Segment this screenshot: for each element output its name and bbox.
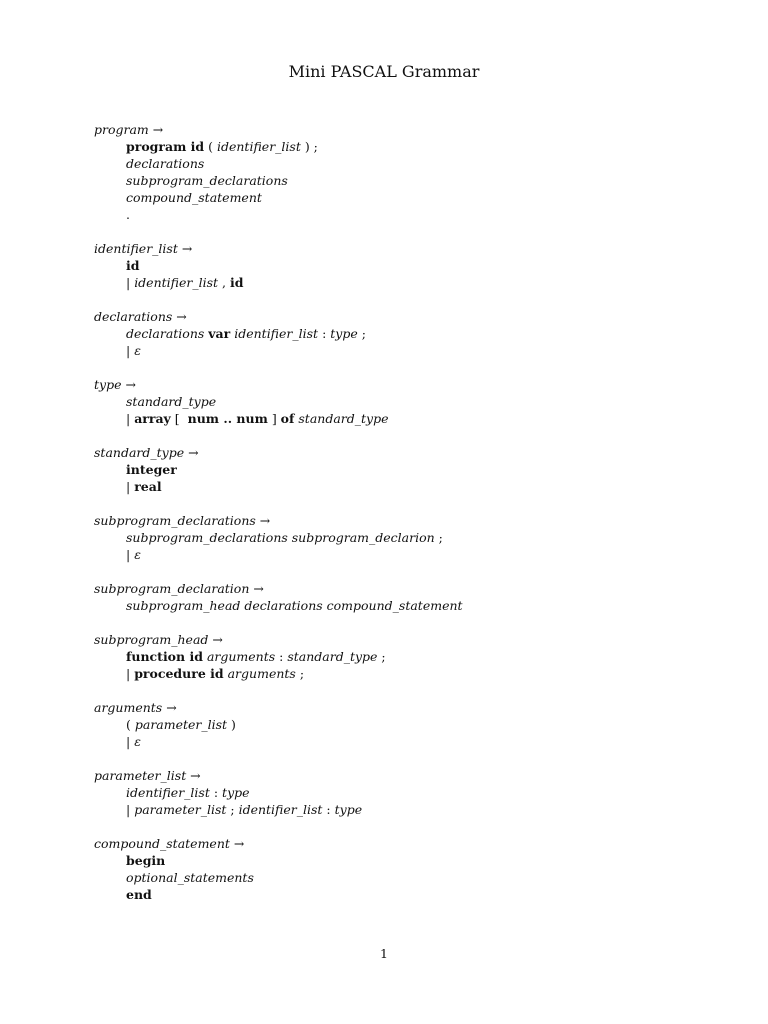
- grammar-rule: [94, 444, 734, 495]
- production-line: [94, 257, 734, 274]
- symbol: .: [126, 207, 130, 222]
- symbol: ;: [377, 649, 386, 664]
- symbol: [: [170, 411, 188, 426]
- production-line: [94, 665, 734, 682]
- nonterminal: declarations: [126, 326, 205, 341]
- nonterminal: parameter_list: [134, 802, 227, 817]
- terminal-keyword: procedure id: [134, 666, 224, 681]
- symbol: (: [204, 139, 217, 154]
- nonterminal: type: [330, 326, 358, 341]
- terminal-keyword: real: [134, 479, 162, 494]
- symbol: :: [275, 649, 288, 664]
- grammar-rule: [94, 767, 734, 818]
- nonterminal: compound_statement: [126, 190, 262, 205]
- production-line: [94, 461, 734, 478]
- nonterminal: type: [334, 802, 363, 817]
- nonterminal: parameter_list: [134, 717, 228, 732]
- terminal-keyword: id: [229, 275, 244, 290]
- grammar-rule: [94, 512, 734, 563]
- production-line: [94, 206, 734, 223]
- nonterminal: arguments: [206, 649, 276, 664]
- rule-head: program →: [94, 122, 164, 137]
- rule-head: declarations →: [94, 309, 187, 324]
- page-number: 1: [380, 946, 388, 961]
- grammar-rule: [94, 835, 734, 903]
- production-line: [94, 410, 734, 427]
- terminal-keyword: num .. num: [187, 411, 268, 426]
- production-line: [94, 886, 734, 903]
- nonterminal: ε: [134, 343, 141, 358]
- nonterminal: arguments: [227, 666, 296, 681]
- production-line: [94, 478, 734, 495]
- rule-head: parameter_list →: [94, 768, 201, 783]
- terminal-keyword: begin: [126, 853, 166, 868]
- grammar-rule: [94, 631, 734, 682]
- nonterminal: declarations: [126, 156, 205, 171]
- rule-head: arguments →: [94, 700, 177, 715]
- production-line: [94, 325, 734, 342]
- symbol: |: [126, 666, 135, 681]
- symbol: ;: [226, 802, 239, 817]
- rule-head: compound_statement →: [94, 836, 245, 851]
- symbol: (: [126, 717, 135, 732]
- production-line: [94, 274, 734, 291]
- grammar-rule: [94, 308, 734, 359]
- nonterminal: identifier_list: [126, 785, 210, 800]
- production-line: [94, 869, 734, 886]
- symbol: |: [126, 547, 135, 562]
- production-line: [94, 138, 734, 155]
- symbol: |: [126, 479, 135, 494]
- nonterminal: optional_statements: [126, 870, 254, 885]
- symbol: ,: [218, 275, 230, 290]
- terminal-keyword: program id: [126, 139, 205, 154]
- symbol: :: [209, 785, 223, 800]
- terminal-keyword: var: [208, 326, 231, 341]
- grammar-rule: [94, 240, 734, 291]
- nonterminal: identifier_list: [216, 139, 301, 154]
- production-line: [94, 155, 734, 172]
- rule-head: subprogram_head →: [94, 632, 223, 647]
- rule-head: subprogram_declarations →: [94, 513, 271, 528]
- symbol: ;: [295, 666, 305, 681]
- grammar-rule: [94, 121, 734, 223]
- production-line: [94, 852, 734, 869]
- production-line: [94, 716, 734, 733]
- nonterminal: subprogram_declarations subprogram_declarion: [126, 530, 435, 545]
- nonterminal: identifier_list: [234, 326, 319, 341]
- symbol: |: [126, 734, 135, 749]
- rule-head: standard_type →: [94, 445, 199, 460]
- production-line: [94, 801, 734, 818]
- production-line: [94, 393, 734, 410]
- rule-head: type →: [94, 377, 136, 392]
- symbol: |: [126, 802, 135, 817]
- terminal-keyword: id: [126, 258, 140, 273]
- nonterminal: standard_type: [126, 394, 217, 409]
- page-title: Mini PASCAL Grammar: [288, 62, 480, 81]
- symbol: ;: [357, 326, 366, 341]
- symbol: |: [126, 411, 135, 426]
- nonterminal: ε: [134, 547, 141, 562]
- symbol: ) ;: [300, 139, 318, 154]
- nonterminal: type: [222, 785, 250, 800]
- symbol: ]: [267, 411, 281, 426]
- nonterminal: ε: [134, 734, 141, 749]
- terminal-keyword: array: [134, 411, 171, 426]
- symbol: ;: [434, 530, 443, 545]
- grammar-rules: [94, 121, 734, 920]
- symbol: :: [322, 802, 335, 817]
- production-line: [94, 172, 734, 189]
- production-line: [94, 648, 734, 665]
- symbol: |: [126, 343, 135, 358]
- nonterminal: identifier_list: [134, 275, 219, 290]
- symbol: |: [126, 275, 135, 290]
- symbol: :: [318, 326, 331, 341]
- nonterminal: standard_type: [287, 649, 378, 664]
- nonterminal: identifier_list: [238, 802, 323, 817]
- grammar-rule: [94, 580, 734, 614]
- terminal-keyword: integer: [126, 462, 177, 477]
- terminal-keyword: function id: [126, 649, 203, 664]
- grammar-rule: [94, 376, 734, 427]
- production-line: [94, 546, 734, 563]
- grammar-rule: [94, 699, 734, 750]
- production-line: [94, 597, 734, 614]
- production-line: [94, 342, 734, 359]
- rule-head: identifier_list →: [94, 241, 193, 256]
- production-line: [94, 189, 734, 206]
- production-line: [94, 529, 734, 546]
- terminal-keyword: end: [126, 887, 152, 902]
- nonterminal: subprogram_declarations: [126, 173, 288, 188]
- rule-head: subprogram_declaration →: [94, 581, 264, 596]
- nonterminal: standard_type: [298, 411, 389, 426]
- production-line: [94, 784, 734, 801]
- nonterminal: subprogram_head declarations compound_statement: [126, 598, 463, 613]
- terminal-keyword: of: [280, 411, 295, 426]
- production-line: [94, 733, 734, 750]
- symbol: ): [227, 717, 236, 732]
